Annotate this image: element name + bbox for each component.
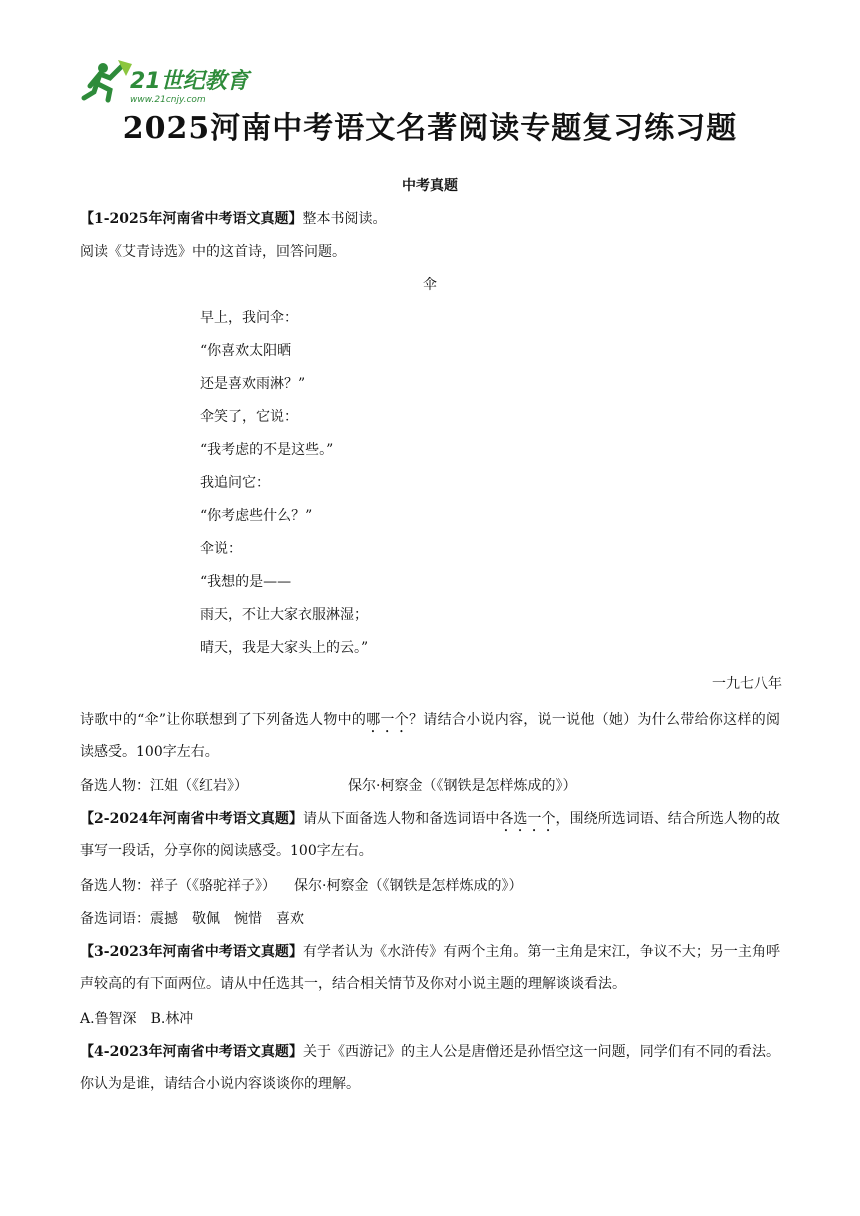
- question-4-body: 关于《西游记》的主人公是唐僧还是孙悟空这一问题，同学们有不同的看法。你认为是谁，请结合小说内容谈谈你的理解。: [80, 1044, 780, 1092]
- poem-line: 早上，我问伞：: [200, 310, 298, 326]
- poem-title: 伞: [423, 277, 437, 293]
- poem-line: “你考虑些什么？”: [200, 508, 313, 524]
- word-option: 敬佩: [192, 911, 220, 927]
- question-2-words: [80, 909, 304, 929]
- question-4-text: [80, 1036, 780, 1100]
- poem-line: 晴天，我是大家头上的云。”: [200, 640, 369, 656]
- question-2-tag: 【2-2024年河南省中考语文真题】: [80, 811, 303, 827]
- question-4-tag: 【4-2023年河南省中考语文真题】: [80, 1044, 303, 1060]
- poem-line: 我追问它：: [200, 475, 270, 491]
- option-b: B.林冲: [150, 1011, 194, 1027]
- brand-logo: [78, 58, 258, 106]
- question-1-text: [80, 704, 780, 768]
- candidate-b: 保尔·柯察金（《钢铁是怎样炼成的》）: [348, 778, 577, 794]
- svg-text:21世纪教育: 21世纪教育: [130, 69, 249, 94]
- candidate-a: 祥子（《骆驼祥子》）: [150, 878, 276, 894]
- question-2-text-post: ，围绕所选词语、结合所选人物的故事写一段话，分享你的阅读感受。100字左右。: [80, 811, 781, 859]
- question-2-text: [80, 803, 780, 867]
- word-option: 惋惜: [234, 911, 262, 927]
- svg-text:www.21cnjy.com: www.21cnjy.com: [130, 95, 206, 105]
- word-option: 震撼: [150, 911, 178, 927]
- question-1-text-post: ？请结合小说内容，说一说他（她）为什么带给你这样的阅读感受。100字左右。: [80, 712, 781, 760]
- question-2-text-pre: 请从下面备选人物和备选词语中: [302, 811, 500, 827]
- question-3-options: [80, 1009, 193, 1029]
- question-1-text-pre: 诗歌中的“伞”让你联想到了下列备选人物中的: [80, 712, 367, 728]
- candidates-label: 备选人物：: [80, 778, 150, 794]
- candidate-a: 江姐（《红岩》）: [150, 778, 248, 794]
- poem-line: 还是喜欢雨淋？”: [200, 376, 306, 392]
- poem-line: 伞笑了，它说：: [200, 409, 298, 425]
- word-option: 喜欢: [276, 911, 304, 927]
- poem-line: “我想的是——: [200, 574, 292, 590]
- question-1-candidates: [80, 776, 576, 796]
- poem-line: 伞说：: [200, 541, 242, 557]
- question-2-emphasis: 各选一个: [499, 811, 556, 827]
- question-3-tag: 【3-2023年河南省中考语文真题】: [80, 944, 303, 960]
- question-3-text: [80, 936, 780, 1000]
- question-3-body: 有学者认为《水浒传》有两个主角。第一主角是宋江，争议不大；另一主角呼声较高的有下面两位。请从中任选其一，结合相关情节及你对小说主题的理解谈谈看法。: [80, 944, 780, 992]
- words-label: 备选词语：: [80, 911, 150, 927]
- option-a: A.鲁智深: [80, 1011, 137, 1027]
- question-1-emphasis: 哪一个: [366, 712, 410, 728]
- question-2-candidates: [80, 876, 522, 896]
- question-1-header: [80, 209, 387, 229]
- candidate-b: 保尔·柯察金（《钢铁是怎样炼成的》）: [294, 878, 523, 894]
- poem-date: 一九七八年: [712, 676, 782, 692]
- poem-line: 雨天，不让大家衣服淋湿；: [200, 607, 368, 623]
- question-1-tag: 【1-2025年河南省中考语文真题】: [80, 211, 303, 227]
- section-heading: 中考真题: [402, 178, 458, 194]
- document-title: 2025河南中考语文名著阅读专题复习练习题: [122, 111, 738, 146]
- poem-line: “我考虑的不是这些。”: [200, 442, 334, 458]
- question-1-intro: 整本书阅读。: [302, 211, 387, 227]
- poem-line: “你喜欢太阳晒: [200, 343, 292, 359]
- question-1-instruction: 阅读《艾青诗选》中的这首诗，回答问题。: [80, 244, 346, 260]
- candidates-label: 备选人物：: [80, 878, 150, 894]
